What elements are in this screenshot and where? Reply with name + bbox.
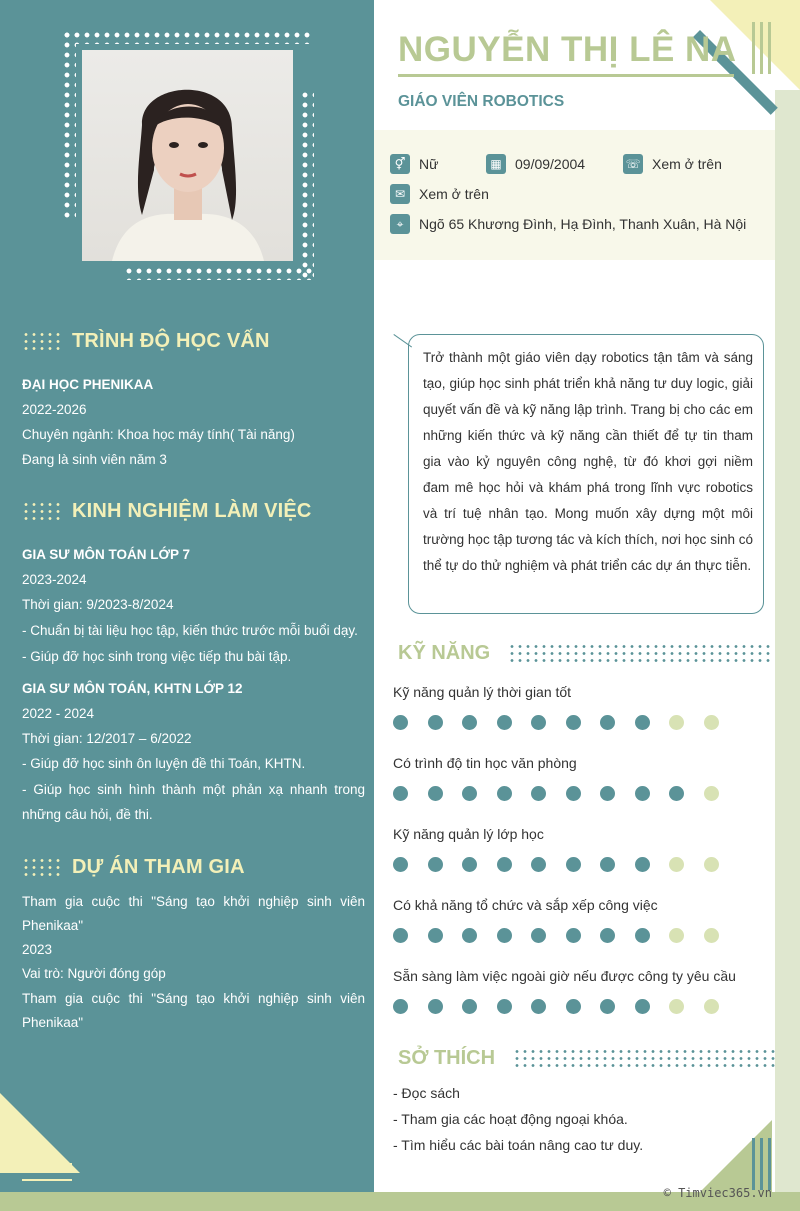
name-underline xyxy=(398,74,734,77)
skill-dot-filled xyxy=(393,715,408,730)
skills-title: KỸ NĂNG xyxy=(398,642,491,664)
address-info xyxy=(390,214,746,234)
job-duty: - Giúp đỡ học sinh trong việc tiếp thu bài tập. xyxy=(22,649,292,664)
skill-dot-filled xyxy=(635,999,650,1014)
education-section xyxy=(22,372,365,472)
skill-dot-empty xyxy=(669,715,684,730)
skill-dot-filled xyxy=(393,928,408,943)
job-duty: - Giúp học sinh hình thành một phản xạ nhanh trong những câu hỏi, đề thi. xyxy=(22,782,365,822)
project-year: 2023 xyxy=(22,942,53,957)
skill-dot-filled xyxy=(566,715,581,730)
skill-dot-filled xyxy=(566,857,581,872)
job-time: Thời gian: 12/2017 – 6/2022 xyxy=(22,731,192,746)
dots-decoration xyxy=(22,857,62,879)
experience-heading xyxy=(22,500,312,523)
skill-dot-filled xyxy=(635,857,650,872)
skill-dot-empty xyxy=(704,715,719,730)
skill-dot-filled xyxy=(462,928,477,943)
skill-dot-filled xyxy=(497,928,512,943)
projects-section xyxy=(22,890,365,1035)
skill-dot-filled xyxy=(497,857,512,872)
gender-icon: ⚥ xyxy=(390,154,410,174)
job-duty: - Chuẩn bị tài liệu học tập, kiến thức trước mỗi buổi dạy. xyxy=(22,623,358,638)
hobby-item: - Đọc sách xyxy=(393,1085,460,1101)
decorative-lines xyxy=(752,22,771,74)
skill-level xyxy=(393,999,738,1014)
skill-dot-empty xyxy=(704,928,719,943)
dots-decoration xyxy=(22,501,62,523)
job-time: Thời gian: 9/2023-8/2024 xyxy=(22,597,174,612)
skills-heading xyxy=(398,642,772,665)
job-years: 2022 - 2024 xyxy=(22,706,95,721)
skill-dot-filled xyxy=(531,928,546,943)
email-icon: ✉ xyxy=(390,184,410,204)
project-name: Tham gia cuộc thi "Sáng tạo khởi nghiệp sinh viên Phenikaa" xyxy=(22,894,365,933)
dob-info xyxy=(486,154,585,174)
skill-dot-filled xyxy=(566,786,581,801)
skill-dot-filled xyxy=(531,715,546,730)
skill-dot-filled xyxy=(428,928,443,943)
career-objective: Trở thành một giáo viên dạy robotics tận tâm và sáng tạo, giúp học sinh phát triển khả năng tư duy logic, giải quyết vấn đề và kỹ năng lập trình. Trang bị cho các em những kiến thức và kỹ năng cần thiết để tự tin tham gia vào kỷ nguyên công nghệ, từ đó khơi gợi niềm đam mê học hỏi và khám phá trong lĩnh vực robotics và trí tuệ nhân tạo. Mong muốn xây dựng một môi trường học tập tương tác và kích thích, nơi học sinh có thể tự do thử nghiệm và phát triển các dự án thực tiễn. xyxy=(408,334,764,614)
skill-dot-filled xyxy=(428,999,443,1014)
decorative-lines xyxy=(22,1163,72,1187)
skill-dot-filled xyxy=(393,857,408,872)
school-major: Chuyên ngành: Khoa học máy tính( Tài năng) xyxy=(22,427,295,442)
skill-level xyxy=(393,715,738,730)
gender-info xyxy=(390,154,438,174)
skill-dot-empty xyxy=(669,857,684,872)
address-value: Ngõ 65 Khương Đình, Hạ Đình, Thanh Xuân, Hà Nội xyxy=(419,216,747,232)
skill-dot-filled xyxy=(635,786,650,801)
school-status: Đang là sinh viên năm 3 xyxy=(22,452,167,467)
right-strip xyxy=(775,90,800,1192)
skill-dot-filled xyxy=(497,715,512,730)
skill-dot-filled xyxy=(600,999,615,1014)
skill-label: Có khả năng tổ chức và sắp xếp công việc xyxy=(393,897,658,913)
projects-title: DỰ ÁN THAM GIA xyxy=(72,856,245,878)
skill-dot-filled xyxy=(428,715,443,730)
experience-item xyxy=(22,542,365,669)
hobby-item: - Tham gia các hoạt động ngoại khóa. xyxy=(393,1111,628,1127)
email-value: Xem ở trên xyxy=(419,186,489,202)
decorative-lines xyxy=(752,1138,771,1190)
project-desc: Tham gia cuộc thi "Sáng tạo khởi nghiệp sinh viên Phenikaa" xyxy=(22,991,365,1030)
skill-dot-filled xyxy=(462,715,477,730)
skill-dot-filled xyxy=(428,857,443,872)
dots-decoration xyxy=(22,331,62,353)
job-title: GIA SƯ MÔN TOÁN, KHTN LỚP 12 xyxy=(22,681,243,696)
email-info xyxy=(390,184,489,204)
phone-icon: ☏ xyxy=(623,154,643,174)
skill-label: Kỹ năng quản lý lớp học xyxy=(393,826,544,842)
corner-decoration xyxy=(0,1093,80,1173)
skill-dot-empty xyxy=(669,928,684,943)
project-role: Vai trò: Người đóng góp xyxy=(22,966,166,981)
job-duty: - Giúp đỡ học sinh ôn luyện đề thi Toán, KHTN. xyxy=(22,756,306,771)
education-title: TRÌNH ĐỘ HỌC VẤN xyxy=(72,330,270,352)
skill-dot-filled xyxy=(600,857,615,872)
experience-item xyxy=(22,676,365,827)
skill-dot-filled xyxy=(497,786,512,801)
skill-dot-filled xyxy=(669,786,684,801)
skill-dot-empty xyxy=(704,999,719,1014)
skill-dot-filled xyxy=(566,928,581,943)
dots-decoration xyxy=(508,643,772,665)
school-name: ĐẠI HỌC PHENIKAA xyxy=(22,377,154,392)
skill-dot-filled xyxy=(600,786,615,801)
hobby-item: - Tìm hiểu các bài toán nâng cao tư duy. xyxy=(393,1137,644,1153)
projects-heading xyxy=(22,856,245,879)
skill-dot-filled xyxy=(635,928,650,943)
skill-label: Kỹ năng quản lý thời gian tốt xyxy=(393,684,572,700)
skill-dot-filled xyxy=(462,857,477,872)
skill-level xyxy=(393,928,738,943)
phone-value: Xem ở trên xyxy=(652,156,722,172)
job-title: GIÁO VIÊN ROBOTICS xyxy=(398,93,565,110)
calendar-icon: ▦ xyxy=(486,154,506,174)
phone-info xyxy=(623,154,722,174)
skill-dot-filled xyxy=(497,999,512,1014)
skill-dot-filled xyxy=(531,786,546,801)
skill-dot-filled xyxy=(428,786,443,801)
hobbies-heading xyxy=(398,1047,777,1070)
gender-value: Nữ xyxy=(419,156,439,172)
candidate-name: NGUYỄN THỊ LÊ NA xyxy=(398,30,737,69)
skill-dot-filled xyxy=(531,999,546,1014)
dots-decoration xyxy=(513,1048,777,1070)
experience-title: KINH NGHIỆM LÀM VIỆC xyxy=(72,500,312,522)
skill-dot-empty xyxy=(669,999,684,1014)
school-years: 2022-2026 xyxy=(22,402,87,417)
skill-dot-filled xyxy=(462,999,477,1014)
skill-dot-filled xyxy=(393,999,408,1014)
skill-dot-filled xyxy=(393,786,408,801)
skill-label: Có trình độ tin học văn phòng xyxy=(393,755,577,771)
skill-dot-empty xyxy=(704,857,719,872)
skill-dot-filled xyxy=(635,715,650,730)
skill-level xyxy=(393,857,738,872)
hobbies-title: SỞ THÍCH xyxy=(398,1047,496,1069)
job-years: 2023-2024 xyxy=(22,572,87,587)
location-icon: ⌖ xyxy=(390,214,410,234)
skill-dot-filled xyxy=(531,857,546,872)
education-heading xyxy=(22,330,270,353)
skill-level xyxy=(393,786,738,801)
skill-dot-filled xyxy=(566,999,581,1014)
skill-dot-empty xyxy=(704,786,719,801)
profile-photo xyxy=(82,50,293,261)
job-title: GIA SƯ MÔN TOÁN LỚP 7 xyxy=(22,547,190,562)
footer-credit: © Timviec365.vn xyxy=(663,1186,772,1200)
skill-label: Sẵn sàng làm việc ngoài giờ nếu được công ty yêu cầu xyxy=(393,968,736,984)
skill-dot-filled xyxy=(462,786,477,801)
dob-value: 09/09/2004 xyxy=(515,156,586,172)
skill-dot-filled xyxy=(600,715,615,730)
skill-dot-filled xyxy=(600,928,615,943)
